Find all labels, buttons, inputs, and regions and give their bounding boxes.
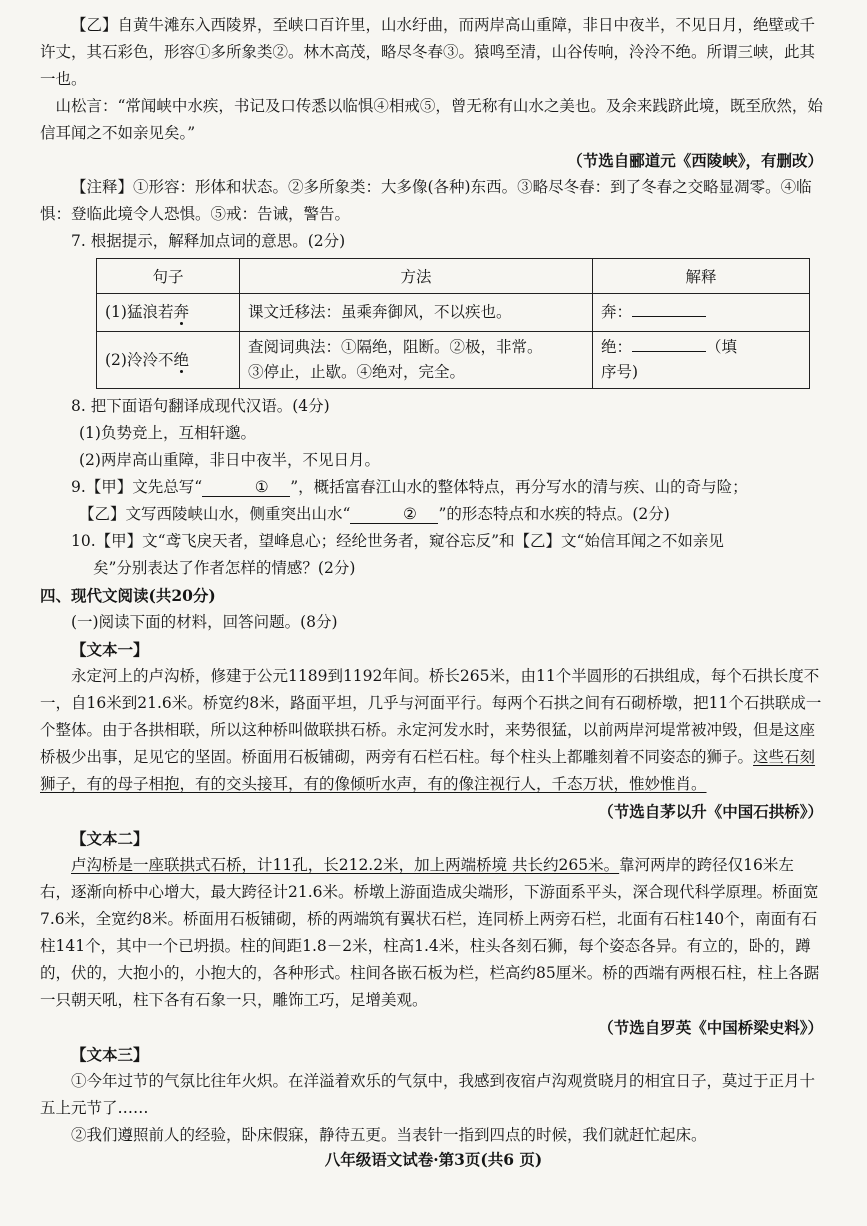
text2-source: （节选自罗英《中国桥梁史料》） <box>598 1018 823 1037</box>
answer-blank[interactable] <box>632 351 706 352</box>
text3-para2: ②我们遵照前人的经验，卧床假寐，静待五更。当表针一指到四点的时候，我们就赶忙起床。 <box>71 1126 707 1144</box>
text1-body: 永定河上的卢沟桥，修建于公元1189到1192年间。桥长265米，由11个半圆形的石拱组成，每个石拱长度不一，自16米到21.6米。桥宽约8米，路面平坦，几乎与河面平行。每两个石拱之间有石砌桥墩，把11个石拱联成一个整体。由于各拱相联，所以这种桥叫做联拱石桥。永定河发水时，来势很猛，以前两岸河堤常被冲毁，但是这座桥极少出事，足见它的坚固。桥面用石板铺砌，两旁有石栏石柱。每个柱头上都雕刻着不同姿态的狮子。这些石刻狮子，有的母子相抱，有的交头接耳，有的像倾听水声，有的像注视行人，千态万状，惟妙惟肖。 <box>40 667 822 793</box>
q8-sentence1: (1)负势竞上，互相轩邈。 <box>79 424 256 442</box>
answer-blank[interactable] <box>632 316 706 317</box>
section4-title: 四、现代文阅读(共20分) <box>40 586 216 605</box>
q9-line1: 9.【甲】文先总写“ ① ”，概括富春江山水的整体特点，再分写水的清与疾、山的奇与险； <box>71 478 748 496</box>
passage-yi-notes: 【注释】①形容：形体和状态。②多所象类：大多像(各种)东西。③略尽冬春：到了冬春之交略显凋零。④临惧：登临此境令人恐惧。⑤戒：告诫，警告。 <box>40 178 812 223</box>
text3-para1: ①今年过节的气氛比往年火炽。在洋溢着欢乐的气氛中，我感到夜宿卢沟观赏晓月的相宜日子，莫过于正月十五上元节了…… <box>40 1072 816 1117</box>
q7-row2-answer[interactable]: 绝： （填 序号) <box>593 332 810 389</box>
page-footer: 八年级语文试卷·第3页(共6 页) <box>324 1150 543 1169</box>
dotted-word: 奔 <box>173 303 189 321</box>
q7-header-answer: 解释 <box>593 259 810 294</box>
text3-title: 【文本三】 <box>71 1045 149 1064</box>
q7-header-sentence: 句子 <box>97 259 240 294</box>
text2-title: 【文本二】 <box>71 829 149 848</box>
passage-yi-para1: 【乙】自黄牛滩东入西陵界，至峡口百许里，山水纡曲，而两岸高山重障，非日中夜半，不见日月，绝壁或千许丈，其石彩色，形容①多所象类②。林木高茂，略尽冬春③。猿鸣至清，山谷传响，泠泠不绝。所谓三峡，此其一也。 <box>40 16 816 88</box>
q9-blank1[interactable]: ① <box>202 478 290 497</box>
q7-stem: 7. 根据提示，解释加点词的意思。(2分) <box>71 232 346 250</box>
q7-table <box>96 258 810 389</box>
dotted-word: 绝 <box>173 350 189 369</box>
text1-source: （节选自茅以升《中国石拱桥》） <box>598 802 823 821</box>
q10-line1: 10.【甲】文“鸢飞戾天者，望峰息心；经纶世务者，窥谷忘反”和【乙】文“始信耳闻之不如亲见 <box>71 532 724 550</box>
q7-header-method: 方法 <box>240 259 593 294</box>
underlined-sentence: 卢沟桥是一座联拱式石桥，计11孔，长212.2米，加上两端桥境 共长约265米。 <box>71 856 620 874</box>
q8-stem: 8. 把下面语句翻译成现代汉语。(4分) <box>71 397 330 415</box>
passage-yi-para2: 山松言：“常闻峡中水疾，书记及口传悉以临惧④相戒⑤，曾无称有山水之美也。及余来践跻此境，既至欣然，始信耳闻之不如亲见矣。” <box>40 97 823 142</box>
q10-line2: 矣”分别表达了作者怎样的情感？(2分) <box>93 559 356 577</box>
q9-blank2[interactable]: ② <box>350 505 438 524</box>
underlined-sentence: 这些石刻狮子，有的母子相抱，有的交头接耳，有的像倾听水声，有的像注视行人，千态万状，惟妙惟肖。 <box>40 748 816 793</box>
text1-title: 【文本一】 <box>71 640 149 659</box>
q7-row2-sentence: (2)泠泠不绝 <box>97 332 240 389</box>
q7-row1-sentence: (1)猛浪若奔 <box>97 294 240 332</box>
q8-sentence2: (2)两岸高山重障，非日中夜半，不见日月。 <box>79 451 380 469</box>
q9-line2: 【乙】文写西陵峡山水，侧重突出山水“ ② ”的形态特点和水疾的特点。(2分) <box>79 505 670 523</box>
section4-sub1: (一)阅读下面的材料，回答问题。(8分) <box>71 613 338 631</box>
passage-yi-source: （节选自郦道元《西陵峡》，有删改） <box>567 151 823 170</box>
text2-body: 卢沟桥是一座联拱式石桥，计11孔，长212.2米，加上两端桥境 共长约265米。靠河两岸的跨径仅16米左右，逐渐向桥中心增大，最大跨径计21.6米。桥墩上游面造成尖端形，下游面系平头，深合现代科学原理。桥面宽7.6米，全宽约8米。桥面用石板铺砌，桥的两端筑有翼状石栏，连同桥上两旁石栏，北面有石柱140个，南面有石柱141个，其中一个已坍损。柱的间距1.8－2米，柱高1.4米，柱头各刻石狮，每个姿态各异。有立的，卧的，蹲的，伏的，大抱小的，小抱大的，各种形式。柱间各嵌石板为栏，栏高约85厘米。桥的西端有两根石柱，柱上各踞一只朝天吼，柱下各有石象一只，雕饰工巧，足增美观。 <box>40 856 820 1009</box>
q7-row1-answer[interactable]: 奔： <box>593 294 810 332</box>
q7-row2-method: 查阅词典法：①隔绝，阻断。②极，非常。 ③停止，止歇。④绝对，完全。 <box>240 332 593 389</box>
q7-row1-method: 课文迁移法：虽乘奔御风，不以疾也。 <box>240 294 593 332</box>
